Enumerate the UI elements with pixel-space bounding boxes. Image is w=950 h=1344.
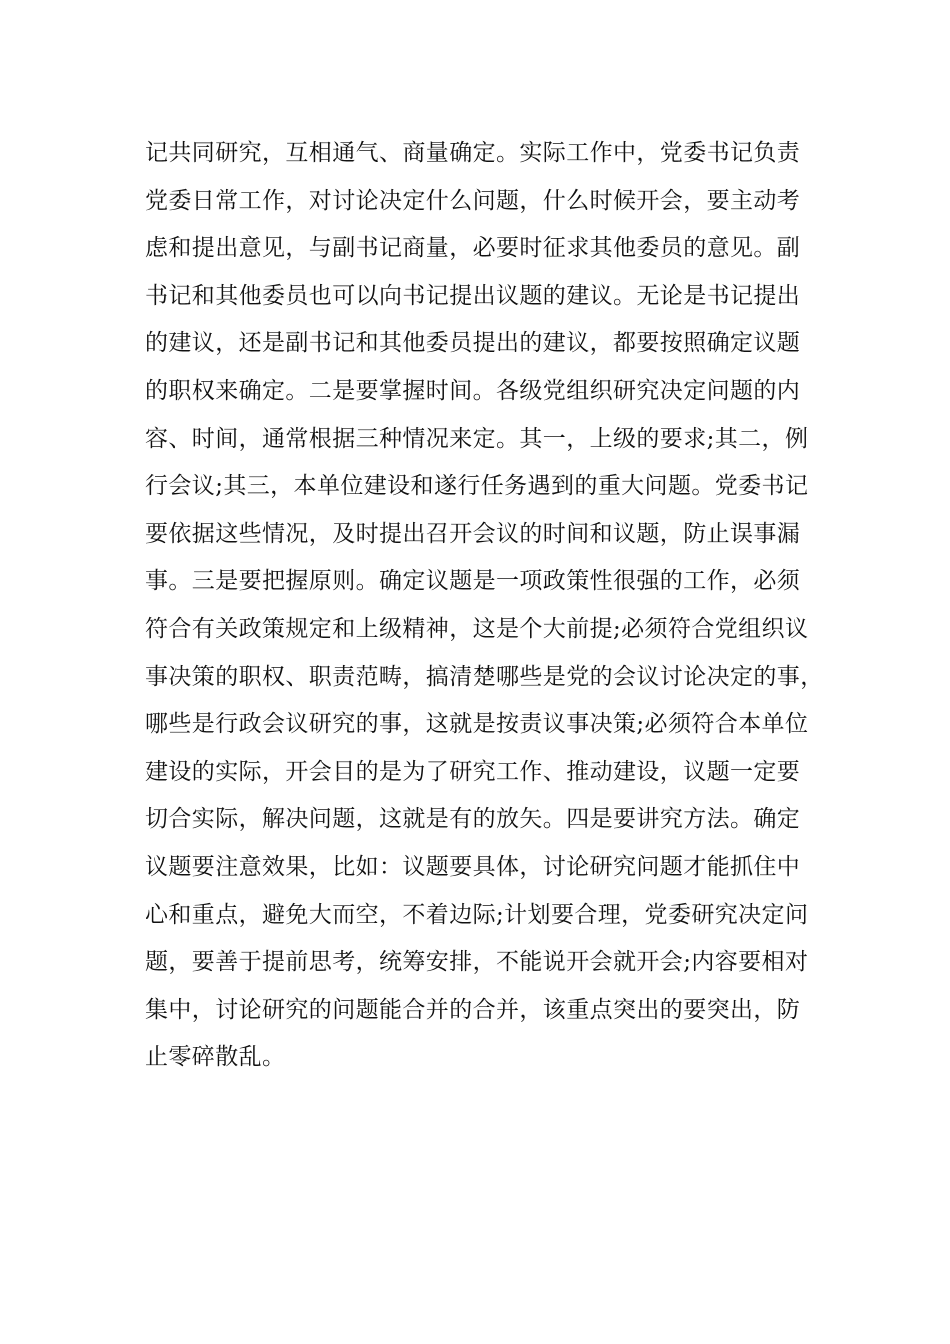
text-line: 容、时间，通常根据三种情况来定。其一，上级的要求;其二，例 [145, 425, 809, 452]
body-text [145, 131, 824, 1083]
text-line: 题，要善于提前思考，统筹安排，不能说开会就开会;内容要相对 [145, 949, 809, 976]
text-line: 行会议;其三，本单位建设和遂行任务遇到的重大问题。党委书记 [145, 473, 809, 500]
text-line: 心和重点，避免大而空，不着边际;计划要合理，党委研究决定问 [145, 901, 809, 928]
text-line: 要依据这些情况，及时提出召开会议的时间和议题，防止误事漏 [145, 520, 801, 547]
text-line: 止零碎散乱。 [145, 1044, 286, 1071]
text-line: 建设的实际，开会目的是为了研究工作、推动建设，议题一定要 [145, 758, 801, 785]
text-line: 的建议，还是副书记和其他委员提出的建议，都要按照确定议题 [145, 330, 801, 357]
text-line: 事。三是要把握原则。确定议题是一项政策性很强的工作，必须 [145, 568, 801, 595]
text-line: 的职权来确定。二是要掌握时间。各级党组织研究决定问题的内 [145, 377, 801, 404]
text-line: 集中，讨论研究的问题能合并的合并，该重点突出的要突出，防 [145, 996, 801, 1023]
text-line: 切合实际，解决问题，这就是有的放矢。四是要讲究方法。确定 [145, 806, 801, 833]
text-line: 虑和提出意见，与副书记商量，必要时征求其他委员的意见。副 [145, 235, 801, 262]
text-line: 党委日常工作，对讨论决定什么问题，什么时候开会，要主动考 [145, 187, 801, 214]
text-line: 事决策的职权、职责范畴，搞清楚哪些是党的会议讨论决定的事， [145, 663, 824, 690]
text-line: 书记和其他委员也可以向书记提出议题的建议。无论是书记提出 [145, 282, 801, 309]
text-line: 记共同研究，互相通气、商量确定。实际工作中，党委书记负责 [145, 140, 801, 166]
text-line: 符合有关政策规定和上级精神，这是个大前提;必须符合党组织议 [145, 615, 809, 642]
text-line: 议题要注意效果，比如：议题要具体，讨论研究问题才能抓住中 [145, 853, 801, 880]
text-line: 哪些是行政会议研究的事，这就是按责议事决策;必须符合本单位 [145, 711, 809, 738]
